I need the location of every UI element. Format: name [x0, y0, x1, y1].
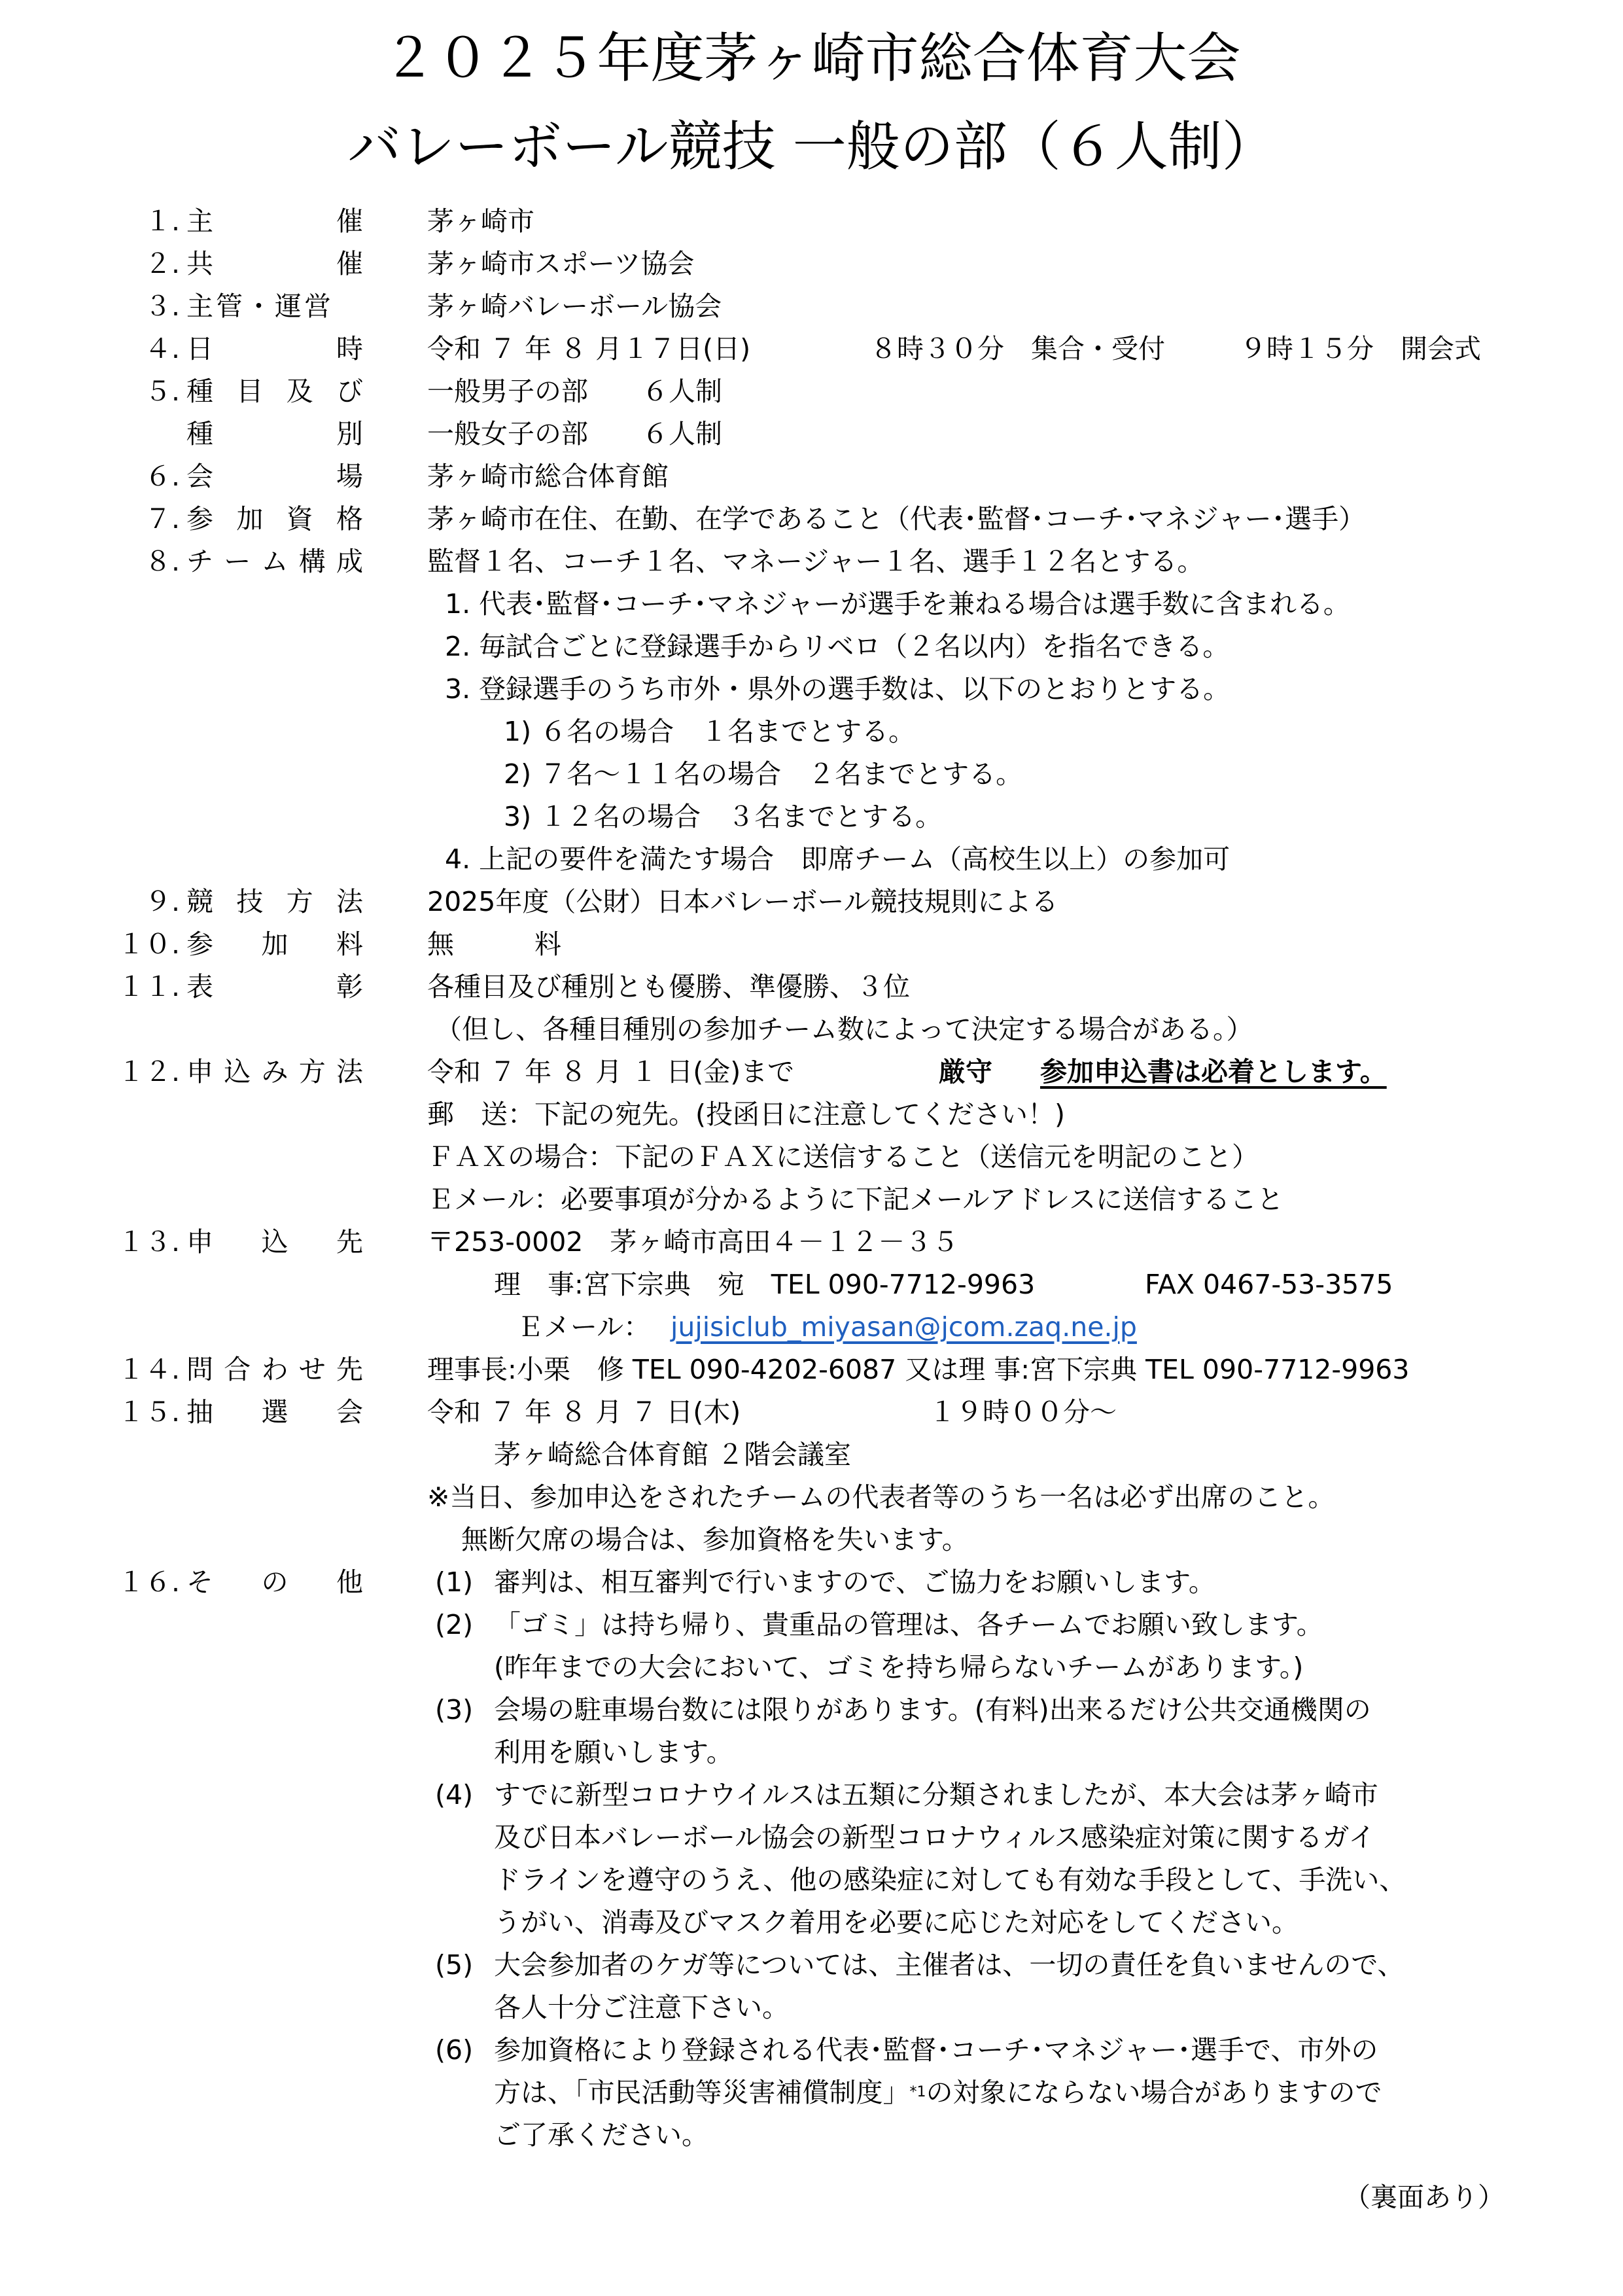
item-label: 表 彰	[186, 971, 363, 1002]
item-number: ３.	[144, 291, 180, 322]
item-label: 競 技 方 法	[186, 886, 363, 917]
must-arrive-notice: 参加申込書は必着とします。	[1040, 1056, 1387, 1087]
contact-line	[0, 1263, 1623, 1306]
item-number: １３.	[117, 1226, 180, 1258]
item-label: 申 込 み 方 法	[186, 1056, 363, 1087]
other-note-6-cont-2: ご了承ください。	[494, 2119, 708, 2151]
item-eligibility	[0, 497, 1623, 540]
contact-phone: 理 事:宮下宗典 宛 TEL 090-7712-9963	[494, 1269, 1036, 1300]
application-email: Ｅメール：必要事項が分かるように下記メールアドレスに送信すること	[427, 1184, 1284, 1215]
lottery-note-2: 無断欠席の場合は、参加資格を失います。	[461, 1524, 969, 1555]
strict-label: 厳守	[939, 1056, 992, 1087]
note-number: (1)	[435, 1566, 474, 1598]
item-number: ５.	[144, 376, 180, 407]
item-date-time	[0, 327, 1623, 370]
other-note-2-cont: (昨年までの大会において、ゴミを持ち帰らないチームがあります。)	[494, 1651, 1304, 1683]
lottery-note-1: ※当日、参加申込をされたチームの代表者等のうち一名は必ず出席のこと。	[427, 1481, 1335, 1513]
team-rule-3: 3. 登録選手のうち市外・県外の選手数は、以下のとおりとする。	[445, 673, 1230, 705]
page-title-line1: ２０２５年度茅ヶ崎市総合体育大会	[382, 27, 1241, 90]
item-fee	[0, 923, 1623, 966]
item-value: 茅ヶ崎市	[427, 205, 534, 237]
item-awards	[0, 965, 1623, 1008]
item-label: 申 込 先	[186, 1226, 363, 1258]
item-rules	[0, 880, 1623, 923]
item-categories-2	[0, 412, 1623, 455]
other-note-4-cont-2: ドラインを遵守のうえ、他の感染症に対しても有効な手段として、手洗い、	[494, 1864, 1406, 1896]
item-number: ７.	[144, 503, 180, 535]
other-note-5: (5) 大会参加者のケガ等については、主催者は、一切の責任を負いませんので、	[435, 1949, 1405, 1981]
item-number: １１.	[117, 971, 180, 1002]
item-application-method	[0, 1050, 1623, 1093]
other-note-2: (2) 「ゴミ」は持ち帰り、貴重品の管理は、各チームでお願い致します。	[435, 1609, 1323, 1640]
team-rule-3-1: 1) ６名の場合 １名までとする。	[504, 716, 916, 747]
lottery-place: 茅ヶ崎総合体育館 ２階会議室	[494, 1439, 852, 1470]
item-value: 一般女子の部 ６人制	[427, 418, 722, 450]
email-link[interactable]: jujisiclub_miyasan@jcom.zaq.ne.jp	[671, 1311, 1137, 1343]
item-label: チ ー ム 構 成	[186, 546, 363, 577]
awards-note: （但し、各種目種別の参加チーム数によって決定する場合がある。）	[435, 1014, 1253, 1045]
item-number: １６.	[117, 1566, 180, 1598]
item-number: ８.	[144, 546, 180, 577]
item-value: 監督１名、コーチ１名、マネージャー１名、選手１２名とする。	[427, 546, 1204, 577]
contact-email-line	[0, 1305, 1623, 1349]
item-number: ４.	[144, 333, 180, 364]
item-label: 抽 選 会	[186, 1396, 363, 1428]
item-value: 茅ヶ崎市スポーツ協会	[427, 248, 695, 279]
other-note-3-cont: 利用を願いします。	[494, 1737, 733, 1768]
item-number: ６.	[144, 461, 180, 492]
item-value: 茅ヶ崎市総合体育館	[427, 461, 669, 492]
opening-time: ９時１５分 開会式	[1240, 333, 1481, 364]
item-label: そ の 他	[186, 1566, 363, 1598]
note-6-text-post: の対象にならない場合がありますので	[926, 2077, 1382, 2108]
item-management	[0, 285, 1623, 328]
item-number: １２.	[117, 1056, 180, 1087]
item-label: 参 加 資 格	[186, 503, 363, 535]
item-team-composition	[0, 540, 1623, 583]
item-categories	[0, 370, 1623, 413]
lottery-date: 令和 ７ 年 ８ 月 ７ 日(木)	[427, 1396, 741, 1428]
other-note-6: (6) 参加資格により登録される代表･監督･コーチ･マネジャー･選手で、市外の	[435, 2034, 1378, 2066]
item-value: 理事長:小栗 修 TEL 090-4202-6087 又は理 事:宮下宗典 TEL 090-7712-9963	[427, 1354, 1410, 1385]
item-value: 2025年度（公財）日本バレーボール競技規則による	[427, 886, 1058, 917]
item-value: 各種目及び種別とも優勝、準優勝、３位	[427, 971, 910, 1002]
item-label: 種 目 及 び	[186, 376, 363, 407]
item-label: 種 別	[186, 418, 363, 450]
team-rule-4: 4. 上記の要件を満たす場合 即席チーム（高校生以上）の参加可	[445, 843, 1230, 875]
item-organizer	[0, 200, 1623, 243]
application-mail: 郵 送：下記の宛先。(投函日に注意してください！)	[427, 1099, 1065, 1130]
item-value: 一般男子の部 ６人制	[427, 376, 722, 407]
team-rule-2: 2. 毎試合ごとに登録選手からリベロ（２名以内）を指名できる。	[445, 631, 1230, 662]
application-deadline: 令和 ７ 年 ８ 月 １ 日(金)まで	[427, 1056, 795, 1087]
item-number: １０.	[117, 928, 180, 960]
postal-address: 〒253-0002 茅ヶ崎市高田４－１２－３５	[427, 1226, 959, 1258]
note-6-text-pre: 方は、「市民活動等災害補償制度」	[494, 2077, 910, 2108]
item-label: 会 場	[186, 461, 363, 492]
team-rule-1: 1. 代表･監督･コーチ･マネジャーが選手を兼ねる場合は選手数に含まれる。	[445, 588, 1350, 620]
lottery-time: １９時００分〜	[929, 1396, 1117, 1428]
item-value: 茅ヶ崎市在住、在勤、在学であること（代表･監督･コーチ･マネジャー･選手）	[427, 503, 1366, 535]
item-label: 問 合 わ せ 先	[186, 1354, 363, 1385]
other-note-5-cont: 各人十分ご注意下さい。	[494, 1992, 789, 2023]
item-value: 茅ヶ崎バレーボール協会	[427, 291, 722, 322]
item-number: ９.	[144, 886, 180, 917]
item-lottery	[0, 1390, 1623, 1434]
item-inquiries	[0, 1348, 1623, 1391]
item-number: １４.	[117, 1354, 180, 1385]
team-rule-3-2: 2) ７名〜１１名の場合 ２名までとする。	[504, 758, 1023, 790]
item-other	[0, 1561, 1623, 1604]
item-number: １.	[144, 205, 180, 237]
other-note-4-cont-3: うがい、消毒及びマスク着用を必要に応じた対応をしてください。	[494, 1907, 1299, 1938]
other-note-4: (4) すでに新型コロナウイルスは五類に分類されましたが、本大会は茅ヶ崎市	[435, 1779, 1378, 1810]
item-label: 日 時	[186, 333, 363, 364]
item-number: ２.	[144, 248, 180, 279]
other-note-6-cont-1	[0, 2071, 1623, 2114]
reverse-side-note: （裏面あり）	[1344, 2181, 1505, 2213]
application-fax: ＦＡＸの場合：下記のＦＡＸに送信すること（送信元を明記のこと）	[427, 1141, 1259, 1173]
team-rule-3-3: 3) １２名の場合 ３名までとする。	[504, 801, 943, 832]
item-number: １５.	[117, 1396, 180, 1428]
event-date: 令和 ７ 年 ８ 月１７日(日)	[427, 333, 751, 364]
page-title-line2: バレーボール競技 一般の部（６人制）	[347, 116, 1276, 178]
item-value: 無 料	[427, 928, 561, 960]
note-text: 審判は、相互審判で行いますので、ご協力をお願いします。	[494, 1566, 1215, 1598]
item-label: 共 催	[186, 248, 363, 279]
item-label: 主管・運営	[186, 291, 334, 322]
item-label: 参 加 料	[186, 928, 363, 960]
item-application-address	[0, 1220, 1623, 1263]
email-label: Ｅメール：	[517, 1311, 651, 1343]
contact-fax: FAX 0467-53-3575	[1145, 1269, 1393, 1300]
footnote-marker: *1	[909, 2084, 926, 2100]
item-label: 主 催	[186, 205, 363, 237]
assembly-time: ８時３０分 集合・受付	[870, 333, 1165, 364]
other-note-4-cont-1: 及び日本バレーボール協会の新型コロナウィルス感染症対策に関するガイ	[494, 1822, 1376, 1853]
other-note-3: (3) 会場の駐車場台数には限りがあります。(有料)出来るだけ公共交通機関の	[435, 1694, 1371, 1725]
item-venue	[0, 455, 1623, 498]
item-co-organizer	[0, 242, 1623, 285]
